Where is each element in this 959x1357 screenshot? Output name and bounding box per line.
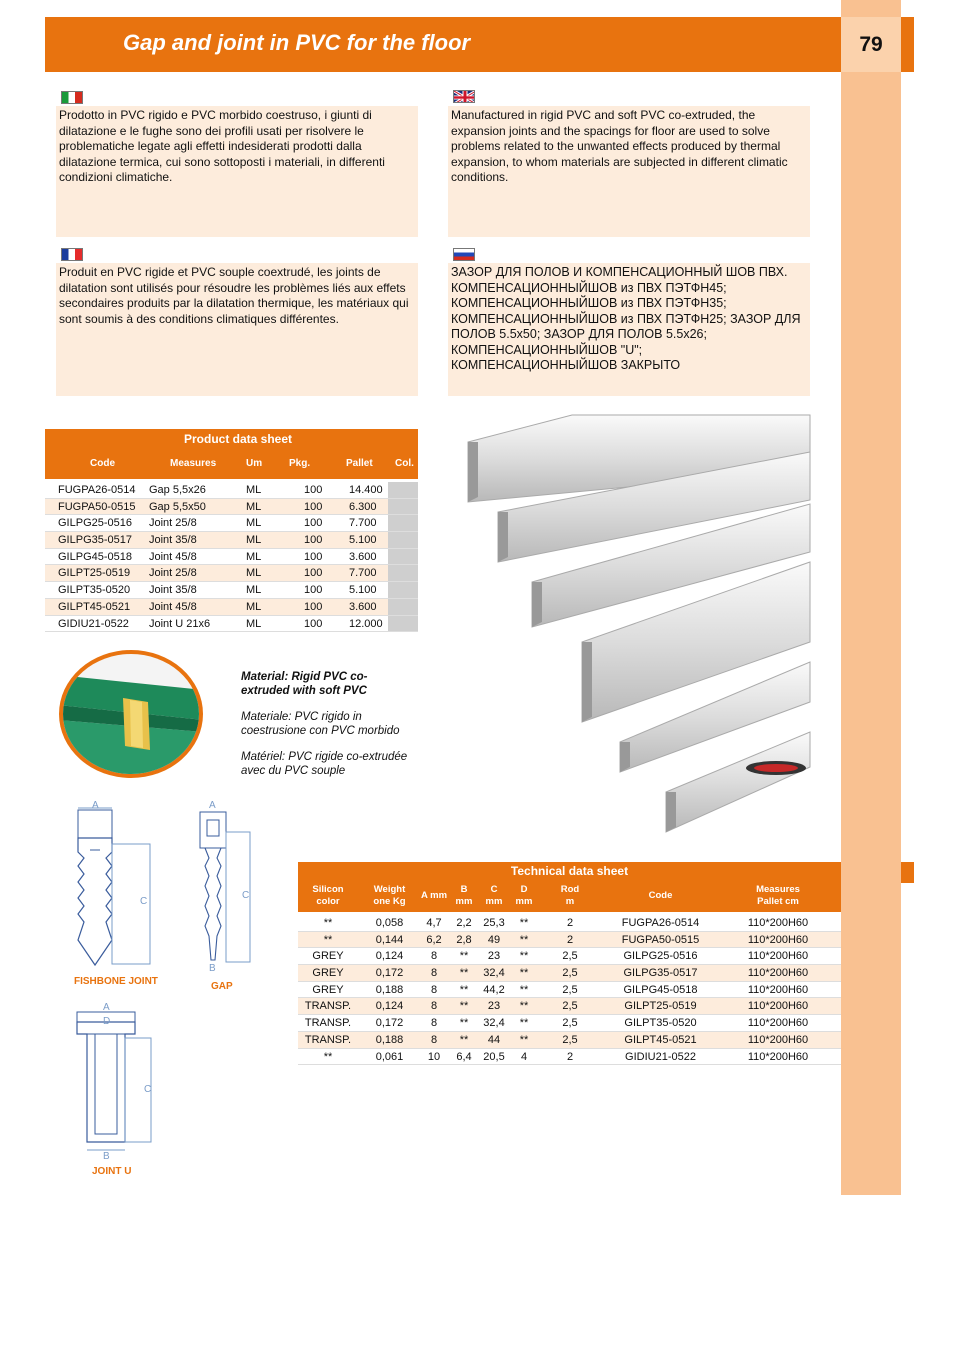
dim-label-c: C bbox=[144, 1084, 152, 1095]
table-cell: 8 bbox=[430, 967, 438, 980]
table-cell: 2,5 bbox=[562, 1033, 578, 1046]
tech-sheet-header bbox=[298, 862, 841, 912]
table-cell: GIDIU21-0522 bbox=[58, 617, 129, 630]
table-cell: 2,8 bbox=[456, 933, 472, 946]
col-label: mm bbox=[485, 896, 503, 907]
table-cell: FUGPA50-0515 bbox=[58, 500, 136, 513]
table-cell: Joint 25/8 bbox=[149, 517, 197, 530]
table-cell: Joint U 21x6 bbox=[149, 617, 211, 630]
table-cell: ** bbox=[519, 1033, 529, 1046]
col-label: color bbox=[316, 896, 340, 907]
table-cell: 2,5 bbox=[562, 983, 578, 996]
col-weight bbox=[362, 884, 417, 908]
table-row bbox=[45, 515, 418, 532]
table-cell: 25,3 bbox=[483, 917, 505, 929]
table-cell: 23 bbox=[487, 1000, 501, 1013]
col-a bbox=[417, 890, 451, 902]
right-tab bbox=[901, 862, 914, 883]
col-color-cell bbox=[388, 616, 418, 632]
table-cell: 100 bbox=[304, 567, 323, 580]
table-cell: Joint 25/8 bbox=[149, 567, 197, 580]
cross-section-photo bbox=[58, 650, 204, 778]
product-sheet-header bbox=[45, 429, 418, 479]
table-cell: 32,4 bbox=[483, 1017, 505, 1030]
description-fr: Produit en PVC rigide et PVC souple coextrudé, les joints de dilatation sont utilisés pour résoudre les problèmes liés aux effets secondaires produits par la dilatation thermique, les matériaux qui sont soumis à des conditions climatiques différentes. bbox=[56, 263, 418, 396]
table-row bbox=[45, 499, 418, 516]
table-cell: ** bbox=[459, 1033, 469, 1046]
fishbone-joint-label: FISHBONE JOINT bbox=[74, 976, 158, 987]
table-cell: GILPT35-0520 bbox=[624, 1017, 697, 1030]
table-cell: 4 bbox=[520, 1050, 528, 1063]
table-cell: 5.100 bbox=[349, 534, 377, 547]
dim-label-b: B bbox=[209, 963, 216, 974]
table-cell: ML bbox=[246, 617, 262, 630]
table-cell: 110*200H60 bbox=[747, 1017, 809, 1030]
material-en: Material: Rigid PVC co-extruded with soft PVC bbox=[241, 671, 368, 697]
col-label: Silicon bbox=[312, 884, 344, 895]
table-cell: 5.100 bbox=[349, 584, 377, 597]
table-cell: ** bbox=[519, 933, 529, 946]
col-color-cell bbox=[388, 549, 418, 565]
table-row bbox=[298, 932, 841, 949]
table-cell: TRANSP. bbox=[304, 1033, 352, 1046]
col-pkg: Pkg. bbox=[289, 458, 311, 469]
table-row bbox=[45, 532, 418, 549]
col-silicon-color bbox=[298, 884, 358, 908]
table-cell: 2,5 bbox=[562, 1017, 578, 1030]
table-cell: 8 bbox=[430, 983, 438, 996]
table-row bbox=[298, 1015, 841, 1032]
table-cell: 110*200H60 bbox=[747, 950, 809, 963]
table-cell: GILPG45-0518 bbox=[58, 550, 132, 563]
table-cell: ML bbox=[246, 600, 262, 613]
col-color-cell bbox=[388, 582, 418, 598]
table-cell: GIDIU21-0522 bbox=[625, 1050, 696, 1063]
table-cell: Gap 5,5x26 bbox=[149, 484, 206, 496]
table-cell: GREY bbox=[312, 983, 344, 996]
col-color-cell bbox=[388, 482, 418, 498]
table-cell: ML bbox=[246, 584, 262, 597]
material-info bbox=[241, 671, 411, 791]
table-cell: ** bbox=[459, 1017, 469, 1030]
table-cell: GILPT35-0520 bbox=[58, 584, 131, 597]
table-cell: TRANSP. bbox=[304, 1000, 352, 1013]
table-cell: 100 bbox=[304, 550, 323, 563]
table-cell: 100 bbox=[304, 534, 323, 547]
dim-label-a: A bbox=[92, 800, 99, 811]
table-cell: 2 bbox=[566, 1050, 574, 1063]
table-row bbox=[45, 599, 418, 616]
description-ru: ЗАЗОР ДЛЯ ПОЛОВ И КОМПЕНСАЦИОННЫЙ ШОВ ПВХ. КОМПЕНСАЦИОННЫЙШОВ из ПВХ ПЭТФН45; КОМПЕНСАЦИОННЫЙШОВ из ПВХ ПЭТФН35; КОМПЕНСАЦИОННЫЙШОВ из ПВХ ПЭТФН25; ЗАЗОР ДЛЯ ПОЛОВ 5.5х50; ЗАЗОР ДЛЯ ПОЛОВ 5.5х26; КОМПЕНСАЦИОННЫЙШОВ "U"; КОМПЕНСАЦИОННЫЙШОВ ЗАКРЫТО bbox=[448, 263, 810, 396]
description-en: Manufactured in rigid PVC and soft PVC co-extruded, the expansion joints and the spacings for floor are used to solve problems related to the unwanted effects produced by thermal expansion, to whom materials are subjected in different climatic conditions. bbox=[448, 106, 810, 237]
table-cell: 7.700 bbox=[349, 517, 377, 530]
uk-flag-icon bbox=[453, 90, 475, 103]
description-it: Prodotto in PVC rigido e PVC morbido coestruso, i giunti di dilatazione e le fughe sono dei profili usati per risolvere le problematiche legate agli effetti indesiderati prodotti dalla dilatazione termica, cui sono sottoposti i materiali, in differenti condizioni climatiche. bbox=[56, 106, 418, 237]
table-cell: 8 bbox=[430, 950, 438, 963]
table-cell: 44 bbox=[487, 1033, 501, 1046]
table-row bbox=[45, 565, 418, 582]
table-cell: 0,124 bbox=[375, 950, 404, 963]
table-row bbox=[298, 965, 841, 982]
table-cell: ** bbox=[519, 1000, 529, 1013]
table-cell: ** bbox=[519, 1017, 529, 1030]
table-cell: ML bbox=[246, 567, 262, 580]
table-cell: ** bbox=[459, 967, 469, 980]
col-d bbox=[511, 884, 537, 908]
table-row bbox=[298, 1049, 841, 1066]
product-data-sheet bbox=[45, 429, 418, 632]
dim-label-c: C bbox=[140, 896, 148, 907]
italy-flag-icon bbox=[61, 91, 83, 104]
table-cell: 8 bbox=[430, 1017, 438, 1030]
table-cell: 8 bbox=[430, 1033, 438, 1046]
table-cell: 100 bbox=[304, 617, 323, 630]
col-pallet: Pallet bbox=[346, 458, 373, 469]
table-cell: 0,188 bbox=[375, 983, 404, 996]
table-cell: 14.400 bbox=[349, 484, 383, 496]
table-cell: 110*200H60 bbox=[747, 1000, 809, 1013]
table-row bbox=[45, 549, 418, 566]
col-measures bbox=[723, 884, 833, 908]
table-cell: ML bbox=[246, 550, 262, 563]
table-cell: GILPT25-0519 bbox=[58, 567, 131, 580]
col-label: B bbox=[460, 884, 468, 895]
col-color-cell bbox=[388, 499, 418, 515]
table-cell: ** bbox=[459, 950, 469, 963]
table-row bbox=[45, 616, 418, 633]
technical-data-sheet bbox=[298, 862, 841, 1065]
table-row bbox=[45, 582, 418, 599]
page-number: 79 bbox=[859, 33, 883, 56]
table-cell: 100 bbox=[304, 484, 323, 496]
table-cell: ** bbox=[519, 967, 529, 980]
table-cell: ** bbox=[519, 917, 529, 929]
table-cell: 3.600 bbox=[349, 600, 377, 613]
fishbone-joint-diagram bbox=[70, 800, 160, 975]
table-cell: Joint 45/8 bbox=[149, 600, 197, 613]
table-cell: 23 bbox=[487, 950, 501, 963]
col-code bbox=[603, 890, 718, 902]
table-cell: 2,5 bbox=[562, 967, 578, 980]
product-photo bbox=[462, 412, 812, 837]
table-cell: Gap 5,5x50 bbox=[149, 500, 206, 513]
table-cell: ** bbox=[323, 1050, 333, 1063]
table-cell: 2 bbox=[566, 917, 574, 929]
table-cell: ML bbox=[246, 534, 262, 547]
col-b bbox=[451, 884, 477, 908]
table-cell: 100 bbox=[304, 584, 323, 597]
table-cell: ** bbox=[323, 933, 333, 946]
table-cell: 0,124 bbox=[375, 1000, 404, 1013]
right-tab bbox=[901, 17, 914, 72]
col-c bbox=[477, 884, 511, 908]
table-cell: 0,058 bbox=[375, 917, 404, 929]
table-cell: 2,2 bbox=[456, 917, 472, 929]
table-cell: ** bbox=[323, 917, 333, 929]
tech-sheet-title: Technical data sheet bbox=[510, 864, 629, 878]
table-cell: 3.600 bbox=[349, 550, 377, 563]
col-measures: Measures bbox=[170, 458, 217, 469]
table-cell: ** bbox=[519, 983, 529, 996]
table-cell: GILPT45-0521 bbox=[58, 600, 131, 613]
france-flag-icon bbox=[61, 248, 83, 261]
table-row bbox=[45, 482, 418, 499]
header-bar bbox=[45, 17, 841, 72]
col-label: Measures bbox=[756, 884, 800, 895]
page-number-box bbox=[841, 17, 901, 72]
table-cell: FUGPA26-0514 bbox=[58, 484, 136, 496]
col-um: Um bbox=[246, 458, 263, 469]
col-label: Pallet cm bbox=[757, 896, 799, 907]
table-cell: 100 bbox=[304, 600, 323, 613]
table-cell: GREY bbox=[312, 950, 344, 963]
table-row bbox=[298, 1032, 841, 1049]
page-title: Gap and joint in PVC for the floor bbox=[123, 30, 471, 55]
table-cell: 20,5 bbox=[483, 1050, 505, 1063]
table-cell: Joint 35/8 bbox=[149, 534, 197, 547]
material-fr: Matériel: PVC rigide co-extrudée avec du PVC souple bbox=[241, 751, 408, 777]
joint-u-label: JOINT U bbox=[92, 1166, 132, 1177]
col-label: one Kg bbox=[373, 896, 406, 907]
table-cell: 12.000 bbox=[349, 617, 383, 630]
table-cell: 0,144 bbox=[375, 933, 404, 946]
table-row bbox=[298, 948, 841, 965]
table-cell: 100 bbox=[304, 500, 323, 513]
dim-label-d: D bbox=[103, 1016, 111, 1027]
table-cell: 10 bbox=[427, 1050, 441, 1063]
col-color-cell bbox=[388, 599, 418, 615]
gap-diagram bbox=[195, 800, 255, 975]
col-label: C bbox=[490, 884, 498, 895]
side-strip bbox=[841, 0, 901, 1195]
table-cell: ML bbox=[246, 517, 262, 530]
table-cell: GILPT45-0521 bbox=[624, 1033, 697, 1046]
col-col: Col. bbox=[395, 458, 414, 469]
table-cell: GILPG25-0516 bbox=[623, 950, 698, 963]
table-cell: 7.700 bbox=[349, 567, 377, 580]
table-cell: 110*200H60 bbox=[747, 917, 809, 929]
joint-u-diagram bbox=[75, 1002, 155, 1162]
table-cell: 100 bbox=[304, 517, 323, 530]
table-cell: 2,5 bbox=[562, 950, 578, 963]
table-cell: GREY bbox=[312, 967, 344, 980]
table-cell: Joint 35/8 bbox=[149, 584, 197, 597]
table-cell: ML bbox=[246, 500, 262, 513]
table-cell: GILPG25-0516 bbox=[58, 517, 132, 530]
table-row bbox=[298, 982, 841, 999]
table-cell: GILPG45-0518 bbox=[623, 983, 698, 996]
dim-label-a: A bbox=[209, 800, 216, 811]
dim-label-b: B bbox=[103, 1151, 110, 1162]
table-cell: ** bbox=[459, 983, 469, 996]
col-label: Rod bbox=[560, 884, 580, 895]
table-cell: 0,188 bbox=[375, 1033, 404, 1046]
table-cell: GILPT25-0519 bbox=[624, 1000, 697, 1013]
col-color-cell bbox=[388, 532, 418, 548]
col-label: Code bbox=[648, 890, 673, 901]
table-cell: 110*200H60 bbox=[747, 933, 809, 946]
table-cell: GILPG35-0517 bbox=[58, 534, 132, 547]
table-cell: 0,172 bbox=[375, 967, 404, 980]
col-code: Code bbox=[90, 458, 115, 469]
table-cell: 110*200H60 bbox=[747, 983, 809, 996]
table-cell: 32,4 bbox=[483, 967, 505, 980]
table-cell: FUGPA26-0514 bbox=[621, 917, 700, 929]
product-sheet-title: Product data sheet bbox=[183, 432, 293, 446]
table-cell: 0,061 bbox=[375, 1050, 404, 1063]
table-cell: 6.300 bbox=[349, 500, 377, 513]
table-cell: FUGPA50-0515 bbox=[621, 933, 700, 946]
table-row bbox=[298, 998, 841, 1015]
table-cell: 6,4 bbox=[456, 1050, 472, 1063]
col-label: A mm bbox=[420, 890, 448, 901]
table-cell: ML bbox=[246, 484, 262, 496]
brand-logo bbox=[746, 761, 806, 775]
material-it: Materiale: PVC rigido in coestrusione con PVC morbido bbox=[241, 711, 400, 737]
col-rod bbox=[548, 884, 592, 908]
dim-label-c: C bbox=[242, 890, 250, 901]
col-color-cell bbox=[388, 565, 418, 581]
table-cell: 8 bbox=[430, 1000, 438, 1013]
col-label: mm bbox=[455, 896, 473, 907]
col-label: mm bbox=[515, 896, 533, 907]
table-cell: TRANSP. bbox=[304, 1017, 352, 1030]
table-cell: 110*200H60 bbox=[747, 967, 809, 980]
col-color-cell bbox=[388, 515, 418, 531]
table-cell: 110*200H60 bbox=[747, 1033, 809, 1046]
table-cell: 2 bbox=[566, 933, 574, 946]
col-label: D bbox=[520, 884, 528, 895]
table-cell: 110*200H60 bbox=[747, 1050, 809, 1063]
table-cell: 4,7 bbox=[426, 917, 442, 929]
table-cell: 44,2 bbox=[483, 983, 505, 996]
table-cell: 0,172 bbox=[375, 1017, 404, 1030]
table-cell: 49 bbox=[487, 933, 501, 946]
table-cell: GILPG35-0517 bbox=[623, 967, 698, 980]
table-cell: Joint 45/8 bbox=[149, 550, 197, 563]
col-label: m bbox=[565, 896, 575, 907]
col-label: Weight bbox=[373, 884, 406, 895]
table-cell: ** bbox=[459, 1000, 469, 1013]
table-cell: 2,5 bbox=[562, 1000, 578, 1013]
dim-label-a: A bbox=[103, 1002, 110, 1013]
table-cell: ** bbox=[519, 950, 529, 963]
table-cell: 6,2 bbox=[426, 933, 442, 946]
gap-label: GAP bbox=[211, 981, 233, 992]
russia-flag-icon bbox=[453, 248, 475, 261]
table-row bbox=[298, 915, 841, 932]
